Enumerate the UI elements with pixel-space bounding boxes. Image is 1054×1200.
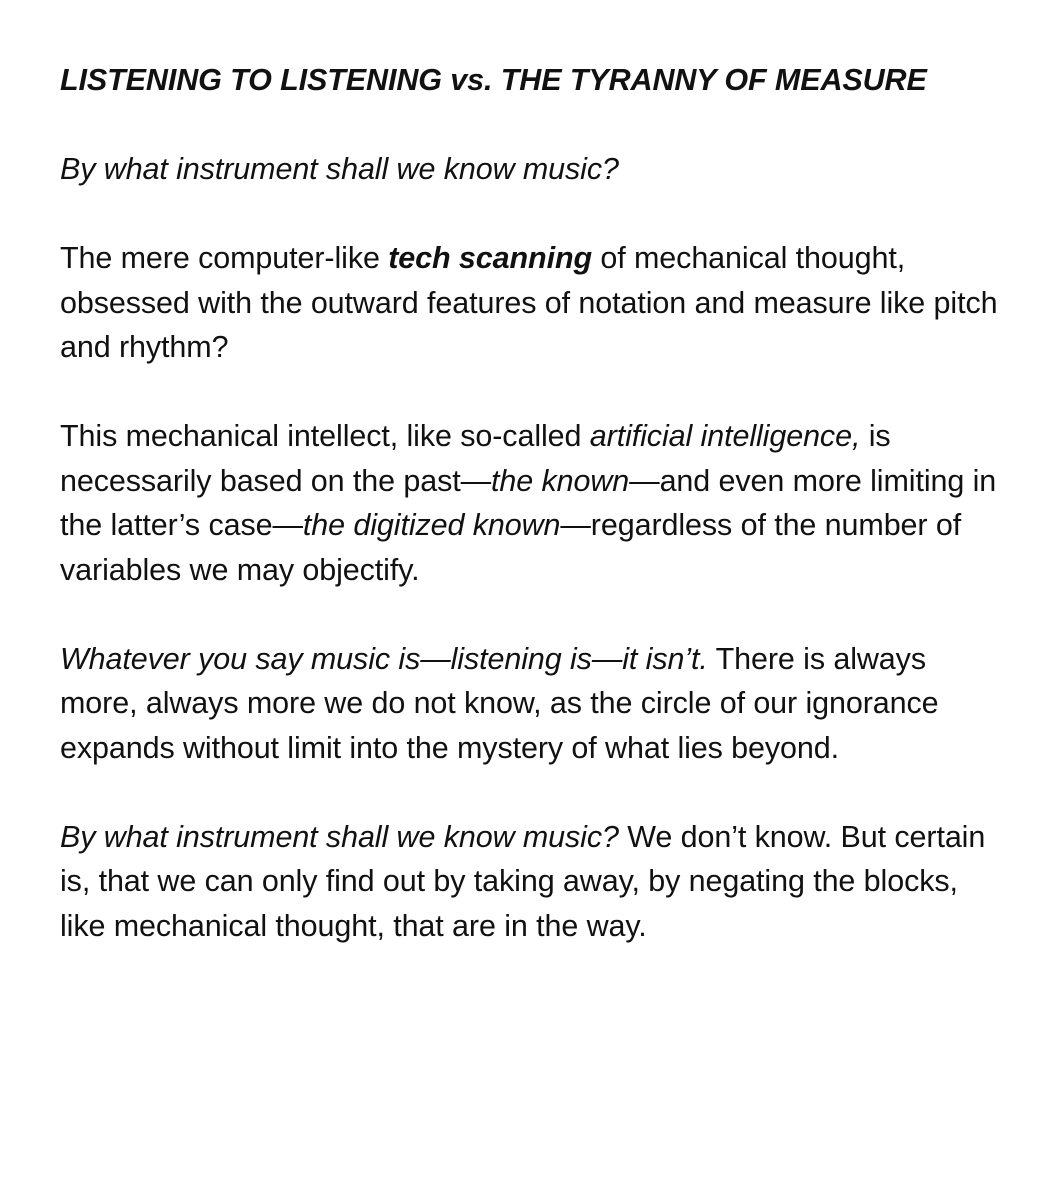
p3-text-e: —and even more limiting in the latter’s case— <box>60 463 997 542</box>
p3-emphasis-the-known: the known <box>491 463 630 498</box>
p3-emphasis-artificial-intelligence: artificial intelligence, <box>589 419 861 453</box>
p3-emphasis-digitized-known: the digitized known <box>302 508 561 542</box>
document-title: LISTENING TO LISTENING vs. THE TYRANNY OF MEASURE <box>60 63 927 97</box>
p5-text-b: We don’t know. But certain is, that we can only find out by taking away, by negating the blocks, like mechanical thought, that are in the way. <box>60 819 986 943</box>
paragraph-4 <box>60 637 1000 771</box>
p2-text-a: The mere computer-like <box>60 241 389 275</box>
paragraph-5 <box>60 815 1000 949</box>
document-body <box>60 58 1000 948</box>
p3-text-g: —regardless of the number of variables we may objectify. <box>60 508 962 587</box>
p4-text-b: There is always more, always more we do not know, as the circle of our ignorance expands without limit into the mystery of what lies beyond. <box>60 641 939 765</box>
paragraph-3 <box>60 414 1000 592</box>
paragraph-2 <box>60 236 1000 370</box>
p2-text-c: of mechanical thought, obsessed with the outward features of notation and measure like pitch and rhythm? <box>60 241 998 364</box>
opening-question: By what instrument shall we know music? <box>60 152 619 186</box>
paragraph-1 <box>60 147 1000 192</box>
p4-emphasis-whatever: Whatever you say music is—listening is—it isn’t. <box>60 641 708 676</box>
p3-text-a: This mechanical intellect, like so-called <box>60 419 590 453</box>
p5-emphasis-question: By what instrument shall we know music? <box>60 819 619 854</box>
p3-text-c: is necessarily based on the past— <box>60 419 891 498</box>
p2-emphasis-tech-scanning: tech scanning <box>388 241 593 275</box>
